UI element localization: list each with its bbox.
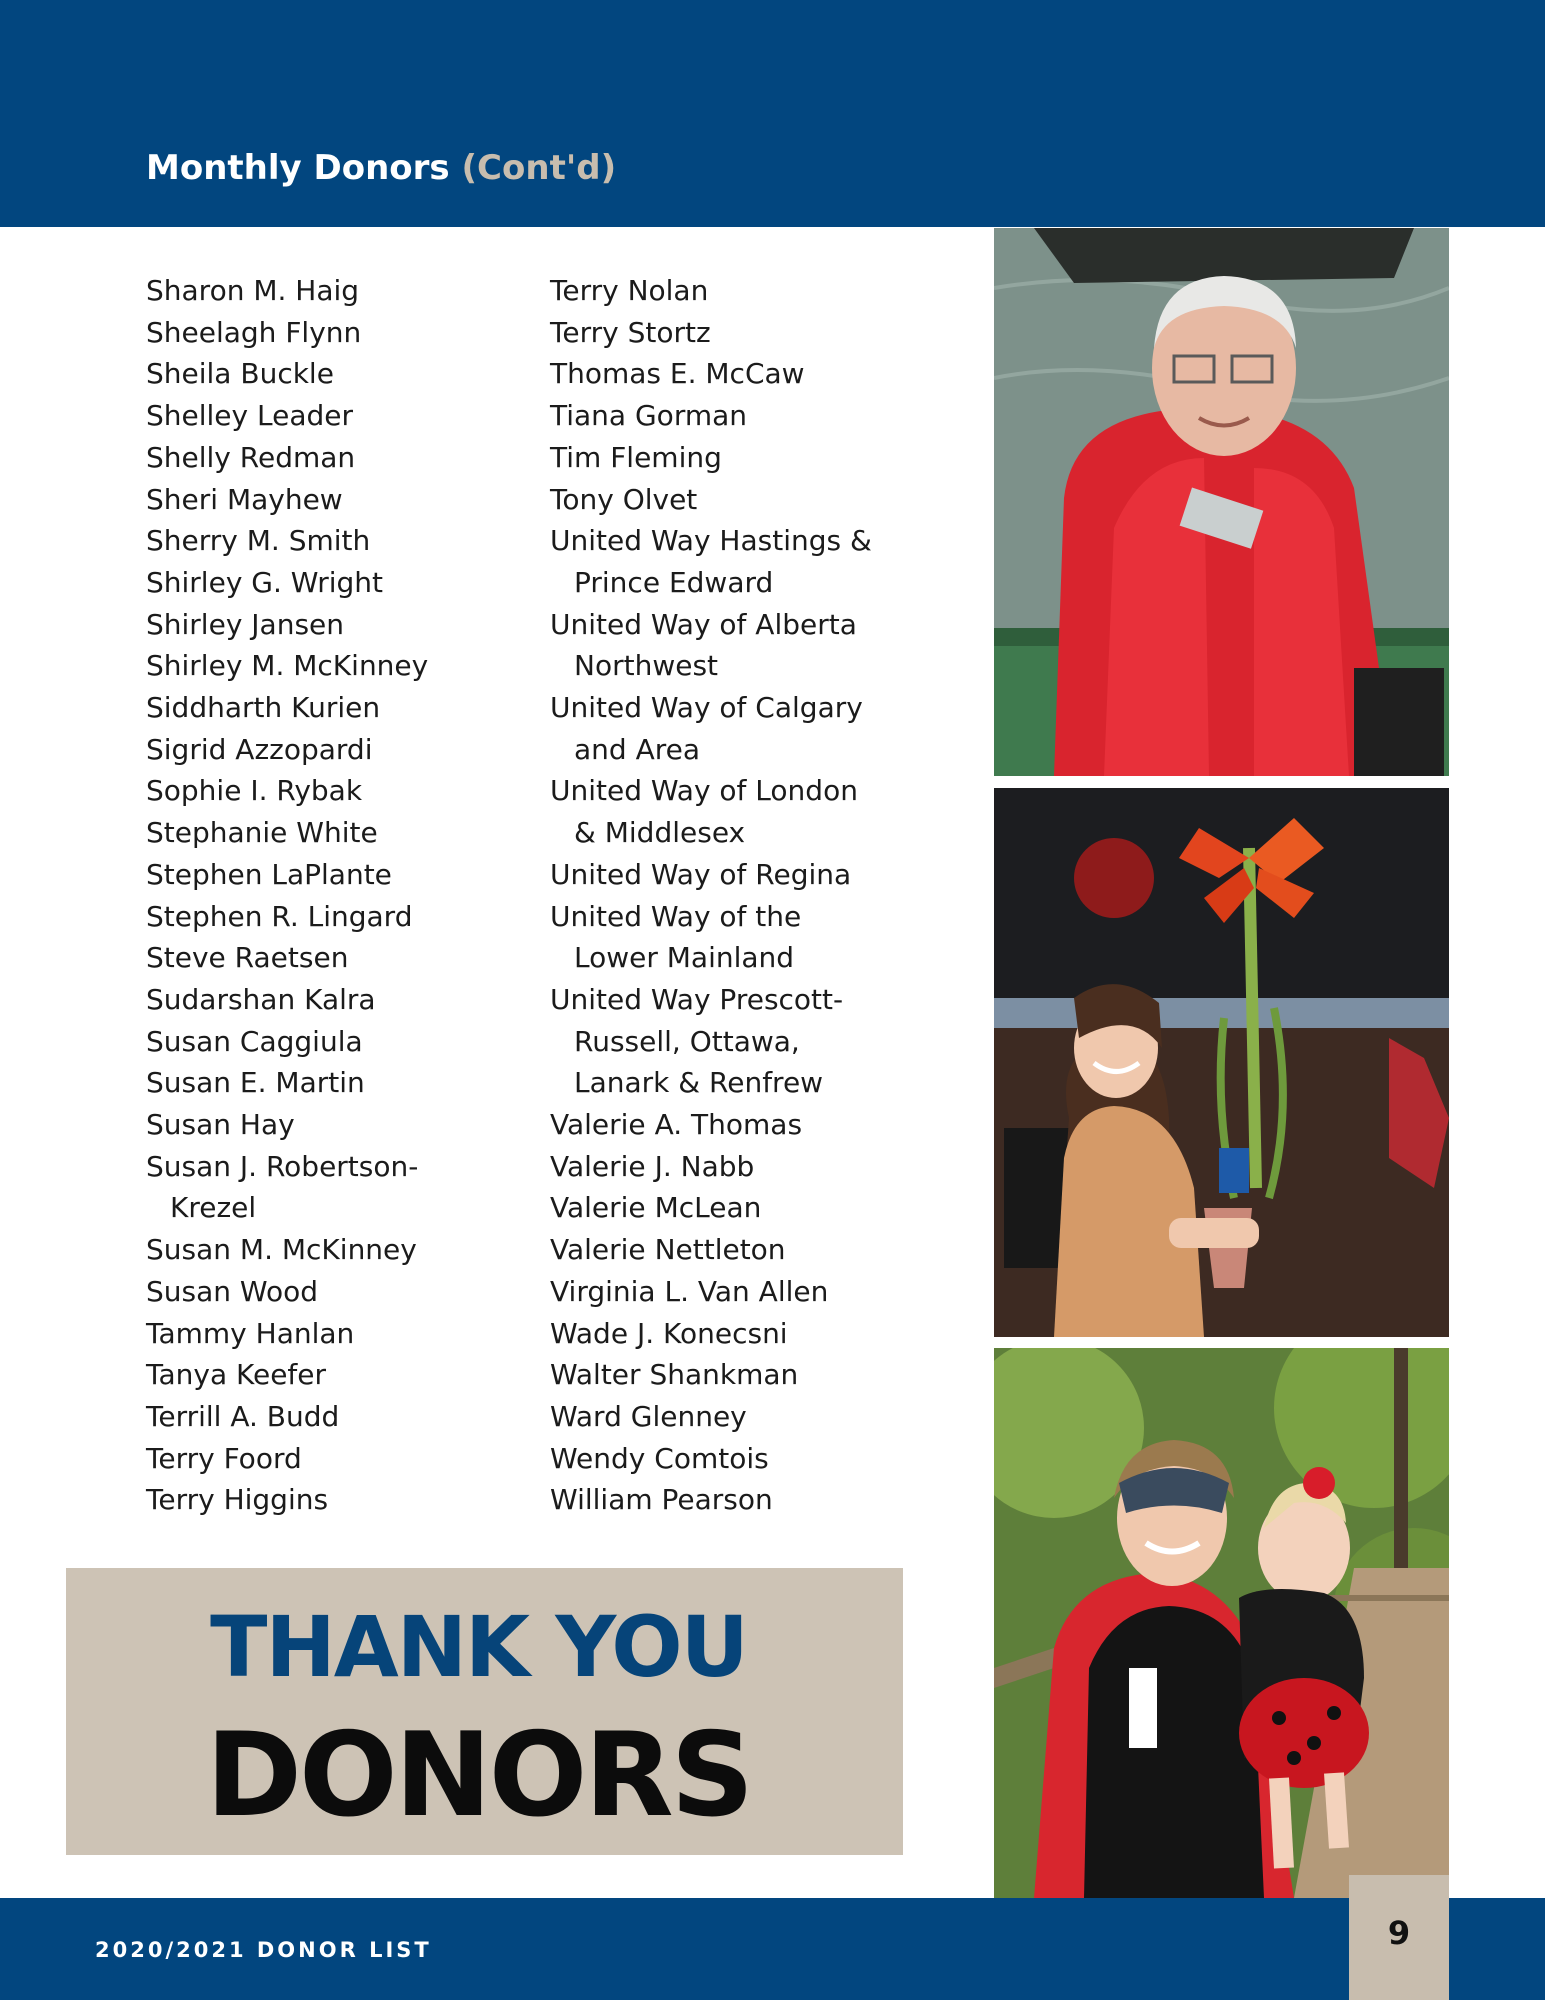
- donor-name: Terry Nolan: [550, 274, 709, 307]
- donor-name: Stephanie White: [146, 816, 378, 850]
- donor-name: Sheila Buckle: [146, 357, 334, 391]
- donor-name: Stephen R. Lingard: [146, 899, 413, 933]
- donor-name: Sharon M. Haig: [146, 274, 360, 307]
- photo-man-in-life-jacket: [994, 228, 1449, 776]
- donor-name: Tammy Hanlan: [146, 1316, 355, 1350]
- page-title-main: Monthly Donors: [146, 148, 450, 188]
- donor-name: William Pearson: [550, 1483, 773, 1517]
- donor-name-continuation: Lanark & Renfrew: [574, 1066, 824, 1100]
- donor-name: Thomas E. McCaw: [550, 357, 805, 391]
- thank-you-heading: THANK YOU: [210, 1598, 747, 1696]
- donor-name: Wade J. Konecsni: [550, 1316, 788, 1350]
- donor-name: Tony Olvet: [550, 482, 698, 516]
- donor-name: Valerie McLean: [550, 1191, 762, 1225]
- donor-name: Sigrid Azzopardi: [146, 732, 373, 766]
- page-title: [146, 148, 616, 188]
- donor-name: Terry Higgins: [146, 1483, 329, 1517]
- donor-name-continuation: Prince Edward: [574, 565, 774, 599]
- donor-name: Sherry M. Smith: [146, 524, 371, 558]
- donor-name: Sophie I. Rybak: [146, 774, 363, 808]
- donor-name: Wendy Comtois: [550, 1441, 769, 1475]
- header-banner: [0, 0, 1545, 227]
- donor-name: Valerie A. Thomas: [550, 1108, 803, 1142]
- donor-name-continuation: and Area: [574, 732, 701, 766]
- donor-name: United Way of Calgary: [550, 691, 863, 725]
- donor-name: United Way Prescott-: [550, 982, 844, 1016]
- donor-name: Susan J. Robertson-: [146, 1149, 419, 1183]
- donor-name: Susan Caggiula: [146, 1024, 363, 1058]
- donor-name: Ward Glenney: [550, 1399, 747, 1433]
- donor-name: United Way of London: [550, 774, 858, 808]
- donor-name-continuation: Northwest: [574, 649, 719, 683]
- donor-name: Tiana Gorman: [550, 399, 748, 433]
- donor-name: Steve Raetsen: [146, 941, 349, 975]
- donor-list-column-2: [550, 270, 872, 1521]
- donor-name: Shelley Leader: [146, 399, 354, 433]
- photo-woman-holding-baby: [994, 1348, 1449, 1898]
- donor-name: Sudarshan Kalra: [146, 982, 376, 1016]
- donor-name: Virginia L. Van Allen: [550, 1274, 829, 1308]
- donor-name: United Way of the: [550, 899, 802, 933]
- donor-name: Tim Fleming: [550, 440, 722, 474]
- donor-name: Valerie Nettleton: [550, 1233, 786, 1267]
- donor-name: Sheri Mayhew: [146, 482, 343, 516]
- donor-name: Susan M. McKinney: [146, 1233, 417, 1267]
- donor-name: Susan Hay: [146, 1108, 295, 1142]
- donor-name-continuation: Russell, Ottawa,: [574, 1024, 800, 1058]
- donor-name: United Way of Alberta: [550, 607, 857, 641]
- donor-list-column-1: [146, 270, 428, 1521]
- donor-name: Terrill A. Budd: [146, 1399, 340, 1433]
- donor-name: Valerie J. Nabb: [550, 1149, 755, 1183]
- page-title-suffix: (Cont'd): [461, 148, 617, 188]
- donor-name-continuation: & Middlesex: [574, 816, 746, 850]
- photo-girl-with-flower: [994, 788, 1449, 1337]
- donor-name-continuation: Krezel: [170, 1191, 257, 1225]
- donor-name: Tanya Keefer: [146, 1358, 327, 1392]
- donors-heading: DONORS: [205, 1708, 752, 1843]
- donor-name: Terry Foord: [146, 1441, 302, 1475]
- donor-name: Shelly Redman: [146, 440, 356, 474]
- page-number: 9: [1387, 1914, 1411, 1952]
- donor-name: Shirley M. McKinney: [146, 649, 429, 683]
- donor-name: Siddharth Kurien: [146, 691, 381, 725]
- donor-name: Susan Wood: [146, 1274, 318, 1308]
- donor-name: Shirley G. Wright: [146, 565, 384, 599]
- donor-name: Stephen LaPlante: [146, 857, 392, 891]
- donor-name: United Way Hastings &: [550, 524, 872, 558]
- donor-name: United Way of Regina: [550, 857, 852, 891]
- donor-name: Terry Stortz: [550, 315, 711, 349]
- donor-name: Shirley Jansen: [146, 607, 345, 641]
- donor-name: Susan E. Martin: [146, 1066, 365, 1100]
- donor-name: Walter Shankman: [550, 1358, 799, 1392]
- donor-name: Sheelagh Flynn: [146, 315, 362, 349]
- footer-label: 2020/2021 DONOR LIST: [95, 1938, 432, 1962]
- donor-name-continuation: Lower Mainland: [574, 941, 795, 975]
